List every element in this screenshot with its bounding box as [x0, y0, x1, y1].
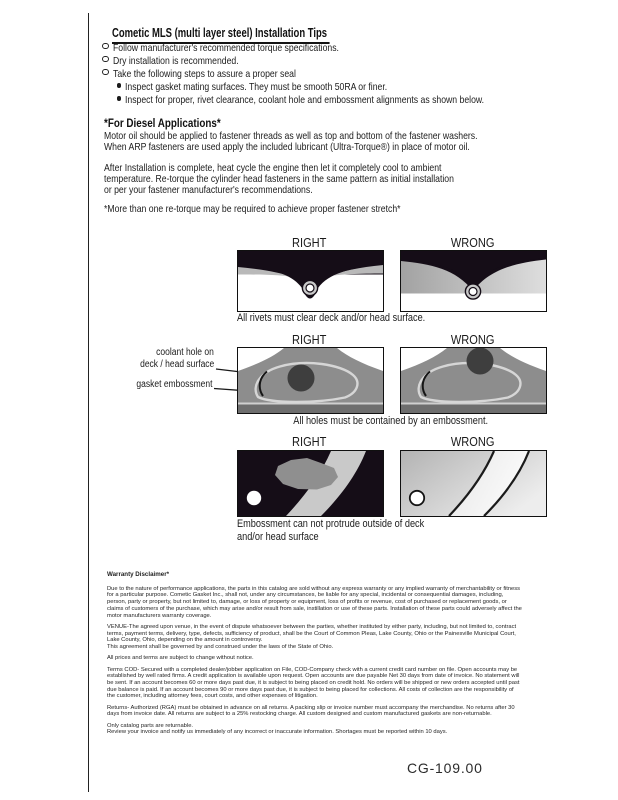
- warranty-heading: Warranty Disclaimer*: [107, 571, 170, 578]
- bullet-ring-icon: [102, 56, 109, 63]
- rivets-right-label: RIGHT: [292, 235, 327, 250]
- holes-right-label: RIGHT: [292, 332, 327, 347]
- rivets-wrong-panel: [400, 250, 547, 312]
- holes-caption: All holes must be contained by an embossment.: [293, 415, 489, 427]
- embossment-caption: Embossment can not protrude outside of deck and/or head surface: [237, 518, 425, 543]
- bullet-dot-icon: [117, 83, 121, 87]
- warranty-paragraph: VENUE-The agreed upon venue, in the event of dispute whatsoever between the parties, whether instituted by either party, including, but not limited to, contract terms, payment terms, delivery, type, defects, sufficiency of product, shall be the Court of Common Pleas, Lake County, Ohio or the Painesville Municipal Court, Lake County, Ohio, depending on the amount in controversy. This agreement shall be governed by and construed under the laws of the State of Ohio.: [107, 623, 517, 650]
- embossment-right-panel: [237, 450, 384, 517]
- retorque-note: *More than one re-torque may be required to achieve proper fastener stretch*: [104, 203, 401, 215]
- rivets-caption: All rivets must clear deck and/or head surface.: [237, 312, 426, 324]
- warranty-paragraph: Only catalog parts are returnable. Review your invoice and notify us immediately of any incorrect or inaccurate information. Shortages must be reported within 10 days.: [107, 722, 448, 736]
- coolant-hole: [467, 348, 494, 375]
- bullet-ring-icon: [102, 43, 109, 50]
- bullet-item: Follow manufacturer's recommended torque specifications.: [102, 43, 378, 55]
- warranty-section: [107, 572, 522, 741]
- diesel-paragraph-1: Motor oil should be applied to fastener threads as well as top and bottom of the fastener washers. When ARP fasteners are used apply the included lubricant (Ultra-Torque®) in place of motor oil.: [104, 131, 478, 154]
- holes-right-panel: [237, 347, 384, 414]
- warranty-paragraph: Terms COD- Secured with a completed dealer/jobber application on File, COD-Company check with a current credit card number on file. Open accounts may be established by well rated firms. A credit application is available upon request. Open accounts are due payable Net 30 days from date of invoice. No statement will be sent. If an account becomes 60 or more days past due, it is subject to being placed on credit hold. No orders will be shipped or new orders accepted until past due balance is paid. If an account becomes 90 or more days past due, it is subject to being placed for collections. All costs of collection are the responsibility of the customer, including attorney fees, court costs, and other expenses of litigation.: [107, 666, 520, 700]
- bullet-dot-icon: [117, 96, 121, 100]
- deck-hole-icon: [247, 491, 261, 505]
- sub-bullet-item: Inspect for proper, rivet clearance, coolant hole and embossment alignments as shown below.: [117, 95, 548, 106]
- coolant-hole-label: coolant hole on deck / head surface: [139, 347, 214, 370]
- warranty-paragraph: All prices and terms are subject to change without notice.: [107, 655, 254, 662]
- page-title: [112, 25, 406, 44]
- holes-wrong-label: WRONG: [450, 332, 495, 347]
- page-edge-rule: [88, 13, 89, 792]
- warranty-paragraph: Returns- Authorized (RGA) must be obtained in advance on all returns. A packing slip or invoice number must accompany the merchandise. No returns after 30 days from invoice date. All returns are subject to a 25% restocking charge. All custom designed and custom manufactured gaskets are non-returnable.: [107, 704, 515, 718]
- bullet-item: Take the following steps to assure a proper seal: [102, 69, 328, 81]
- embossment-right-label: RIGHT: [292, 434, 327, 449]
- embossment-wrong-label: WRONG: [450, 434, 495, 449]
- deck-hole-icon: [410, 491, 424, 505]
- footer-code: CG-109.00: [407, 760, 483, 776]
- page-title-text: Cometic MLS (multi layer steel) Installation Tips: [112, 25, 329, 44]
- rivets-right-panel: [237, 250, 384, 312]
- bullet-item: Dry installation is recommended.: [102, 56, 260, 68]
- embossment-wrong-panel: [400, 450, 547, 517]
- diesel-paragraph-2: After Installation is complete, heat cycle the engine then let it completely cool to ambient temperature. Re-torque the cylinder head fasteners in the same pattern as initial installation or per your fastener manufacturer's recommendations.: [104, 162, 454, 197]
- rivets-wrong-label: WRONG: [450, 235, 495, 250]
- embossment-label: gasket embossment: [135, 379, 212, 390]
- diesel-heading: *For Diesel Applications*: [104, 116, 221, 130]
- warranty-paragraph: Due to the nature of performance applications, the parts in this catalog are sold without any express warranty or any implied warranty of merchantability or fitness for a particular purpose. Cometic Gasket Inc., shall not, under any circumstances, be liable for any special, incidental or consequential damages, including, person, party or property, but not limited to, damage, or loss of property or equipment, loss of profits or revenue, cost of purchased or replacement goods, or claims of customers of the purchase, which may arise and/or result from sale, instillation or use of these parts. Installation of these parts could adversely affect the motor manufacturers warranty coverage.: [107, 585, 522, 619]
- sub-bullet-item: Inspect gasket mating surfaces. They must be smooth 50RA or finer.: [117, 82, 434, 93]
- holes-wrong-panel: [400, 347, 547, 414]
- coolant-hole: [288, 365, 315, 392]
- bullet-ring-icon: [102, 69, 109, 76]
